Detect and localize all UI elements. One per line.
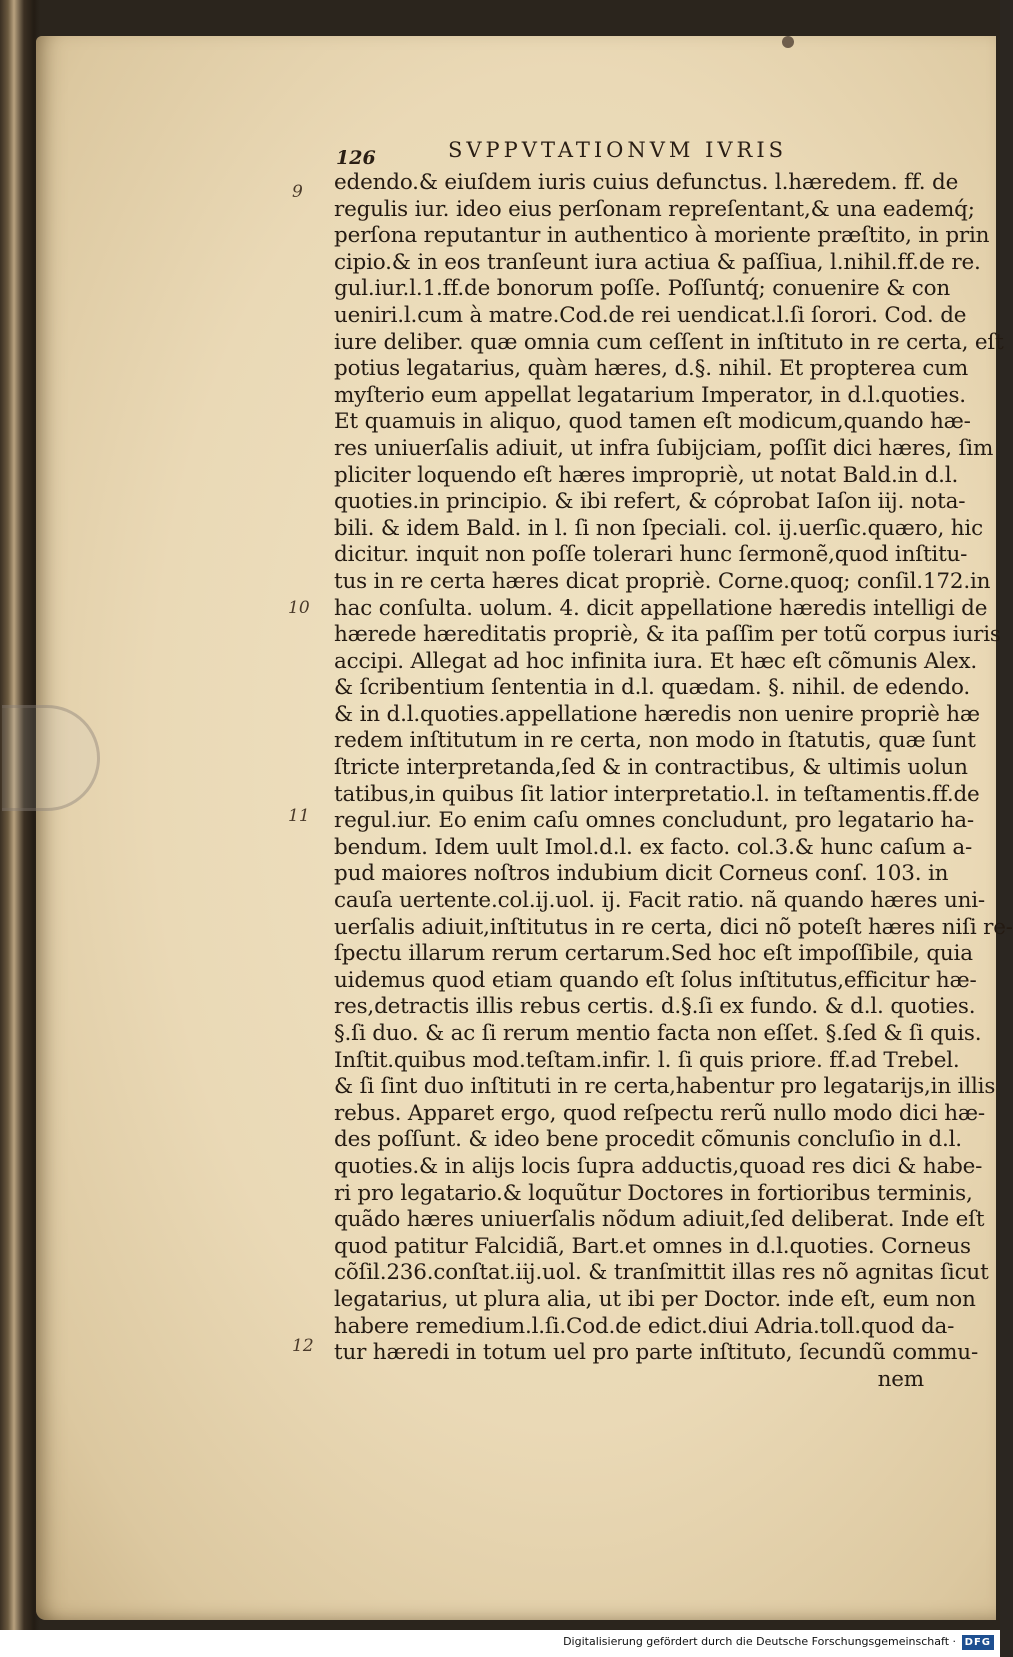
text-line: cauſa uertente.col.ij.uol. ij. Facit ratio. nã quando hæres uni-	[334, 888, 985, 914]
text-line: uidemus quod etiam quando eſt ſolus inſtitutus,efficitur hæ-	[334, 967, 977, 993]
text-line: Inſtit.quibus mod.teſtam.infir. l. ſi quis priore. ff.ad Trebel.	[334, 1047, 960, 1073]
dfg-logo: DFG	[962, 1635, 994, 1650]
text-line: des poſſunt. & ideo bene procedit cõmunis concluſio in d.l.	[334, 1127, 962, 1153]
margin-note: 12	[292, 1336, 314, 1356]
margin-note: 9	[292, 182, 303, 202]
text-line: Et quamuis in aliquo, quod tamen eſt modicum,quando hæ-	[334, 409, 971, 435]
text-line: bili. & idem Bald. in l. ſi non ſpeciali. col. ij.uerſic.quæro, hic	[334, 515, 983, 541]
text-line: myſterio eum appellat legatarium Imperator, in d.l.quoties.	[334, 382, 966, 408]
text-line: regul.iur. Eo enim caſu omnes concludunt, pro legatario ha-	[334, 808, 974, 834]
text-line: legatarius, ut plura alia, ut ibi per Doctor. inde eſt, eum non	[334, 1286, 976, 1312]
text-line: tatibus,in quibus ſit latior interpretatio.l. in teſtamentis.ff.de	[334, 781, 980, 807]
text-line: tur hæredi in totum uel pro parte inſtituto, ſecundũ commu-	[334, 1340, 979, 1366]
text-line: edendo.& eiuſdem iuris cuius defunctus. l.hæredem. ff. de	[334, 170, 959, 195]
text-line: ſpectu illarum rerum certarum.Sed hoc eſt impoſſibile, quia	[334, 941, 973, 967]
text-line: gul.iur.l.1.ff.de bonorum poſſe. Poſſuntq́; conuenire & con	[334, 276, 950, 302]
text-line: tus in re certa hæres dicat propriè. Corne.quoq; conſil.172.in	[334, 568, 991, 594]
text-line: hac conſulta. uolum. 4. dicit appellatione hæredis intelligi de	[334, 595, 988, 621]
text-line: hærede hæreditatis propriè, & ita paſſim per totũ corpus iuris	[334, 622, 1001, 648]
text-line: uerſalis adiuit,inſtitutus in re certa, dici nõ poteſt hæres niſi re-	[334, 914, 1013, 940]
text-line: cõſil.236.conſtat.iij.uol. & tranſmittit illas res nõ agnitas ſicut	[334, 1260, 989, 1286]
text-line: ſtricte interpretanda,ſed & in contractibus, & ultimis uolun	[334, 755, 968, 781]
text-line: redem inſtitutum in re certa, non modo in ſtatutis, quæ ſunt	[334, 728, 976, 754]
text-line: quoties.in principio. & ibi refert, & cóprobat Iaſon iij. nota-	[334, 489, 966, 515]
text-line: iure deliber. quæ omnia cum ceſſent in inſtituto in re certa, eſt	[334, 329, 1004, 355]
text-line: & ſi ſint duo inſtituti in re certa,habentur pro legatarijs,in illis	[334, 1074, 996, 1100]
text-line: ueniri.l.cum à matre.Cod.de rei uendicat.l.ſi ſorori. Cod. de	[334, 302, 967, 328]
footer-credit: Digitalisierung gefördert durch die Deutsche Forschungsgemeinschaft ·	[563, 1635, 956, 1648]
paper-hole	[782, 36, 794, 48]
running-head: SVPPVTATIONVM IVRIS	[448, 138, 788, 162]
text-line: res,detractis illis rebus certis. d.§.ſi ex fundo. & d.l. quoties.	[334, 994, 976, 1020]
text-line: potius legatarius, quàm hæres, d.§. nihil. Et propterea cum	[334, 356, 969, 382]
text-line: cipio.& in eos tranſeunt iura actiua & paſſiua, l.nihil.ff.de re.	[334, 249, 981, 275]
text-line: quãdo hæres uniuerſalis nõdum adiuit,ſed deliberat. Inde eſt	[334, 1207, 985, 1233]
text-line: pud maiores noſtros indubium dicit Corneus conſ. 103. in	[334, 861, 949, 887]
text-line: & in d.l.quoties.appellatione hæredis non uenire propriè hæ	[334, 701, 980, 727]
body-text	[334, 170, 1013, 1393]
text-line: quod patitur Falcidiã, Bart.et omnes in d.l.quoties. Corneus	[334, 1233, 971, 1259]
text-line: §.ſi duo. & ac ſi rerum mentio facta non eſſet. §.ſed & ſi quis.	[334, 1021, 982, 1046]
text-line: res uniuerſalis adiuit, ut infra ſubijciam, poſſit dici hæres, ſim	[334, 435, 994, 461]
footer-bar	[0, 1630, 1000, 1657]
text-line: dicitur. inquit non poſſe tolerari hunc ſermonẽ,quod inſtitu-	[334, 542, 968, 568]
margin-note: 10	[288, 598, 310, 618]
text-line: accipi. Allegat ad hoc infinita iura. Et hæc eſt cõmunis Alex.	[334, 648, 978, 674]
text-line: bendum. Idem uult Imol.d.l. ex facto. col.3.& hunc caſum a-	[334, 834, 973, 860]
text-line: pliciter loquendo eſt hæres impropriè, ut notat Bald.in d.l.	[334, 462, 959, 488]
text-line: nem	[877, 1366, 924, 1392]
text-line: quoties.& in alijs locis ſupra adductis,quoad res dici & habe-	[334, 1153, 983, 1179]
text-line: rebus. Apparet ergo, quod reſpectu rerũ nullo modo dici hæ-	[334, 1100, 985, 1126]
margin-note: 11	[288, 806, 310, 826]
text-line: ri pro legatario.& loquũtur Doctores in fortioribus terminis,	[334, 1180, 973, 1206]
text-line: & ſcribentium ſententia in d.l. quædam. §. nihil. de edendo.	[334, 675, 971, 701]
text-line: habere remedium.l.ſi.Cod.de edict.diui Adria.toll.quod da-	[334, 1313, 955, 1339]
page-number: 126	[336, 147, 376, 169]
text-line: regulis iur. ideo eius perſonam repreſentant,& una eademq́;	[334, 196, 975, 222]
text-line: perſona reputantur in authentico à moriente præſtito, in prin	[334, 223, 990, 249]
